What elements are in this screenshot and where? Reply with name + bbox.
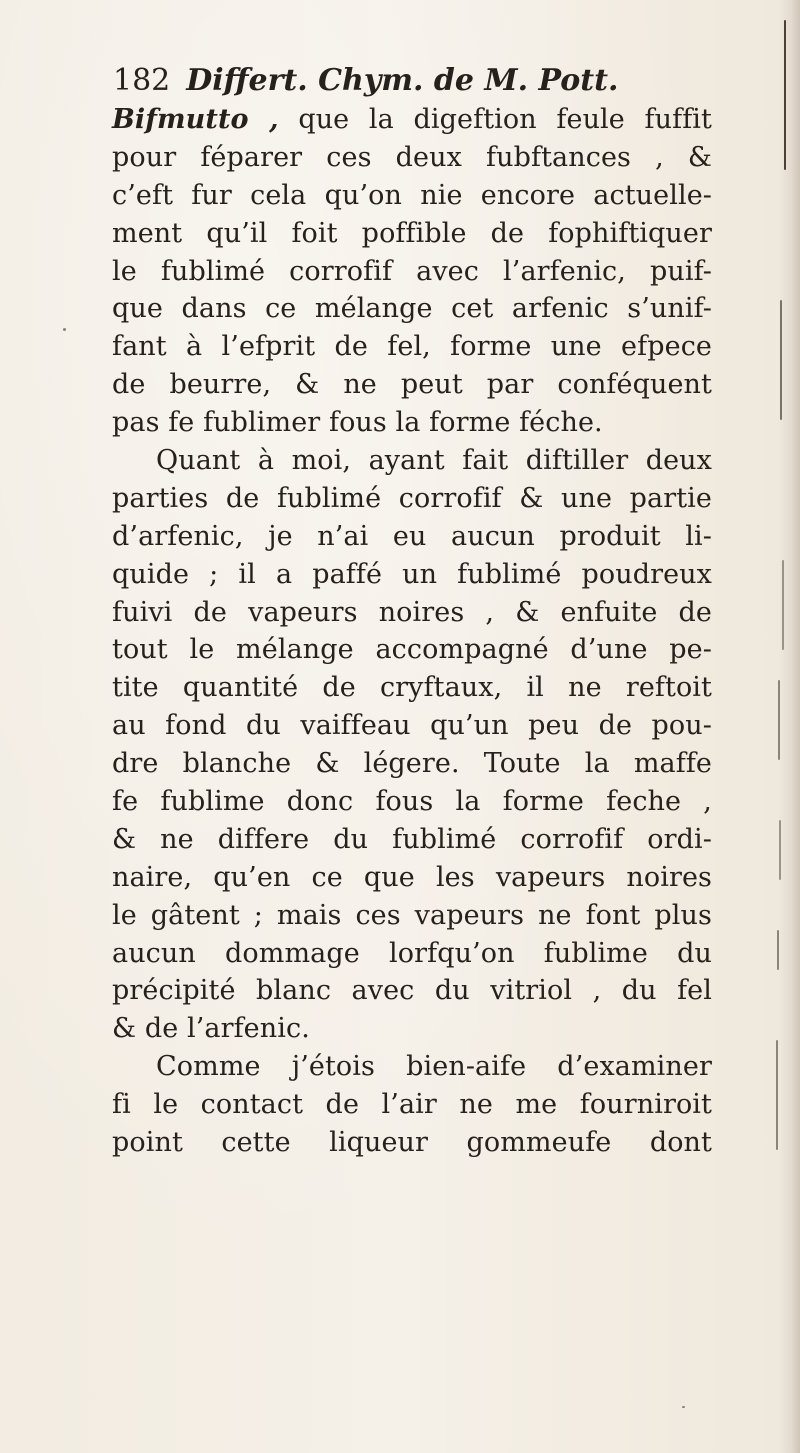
text-line: aucun dommage lorfqu’on fublime du (112, 937, 712, 969)
text-line: Quant à moi, ayant fait diftiller deux (156, 445, 712, 477)
text-line: & de l’arfenic. (112, 1013, 310, 1045)
page-edge-line (780, 300, 782, 420)
text-line: point cette liqueur gommeufe dont (112, 1127, 712, 1159)
text-line: fe fublime donc fous la forme feche , (112, 786, 712, 818)
body-text (112, 101, 712, 1162)
page-edge-line (779, 820, 781, 880)
page-edge-shadow (778, 0, 800, 1453)
running-title: Differt. Chym. de M. Pott. (186, 63, 619, 98)
text-line: de beurre, & ne peut par conféquent (112, 369, 712, 401)
running-head (113, 60, 713, 102)
page-number: 182 (113, 63, 171, 98)
paper-speck (682, 1406, 685, 1408)
italic-word: Bifmutto , (112, 104, 279, 135)
text-line: d’arfenic, je n’ai eu aucun produit li- (112, 520, 712, 552)
text-line: fi le contact de l’air ne me fourniroit (112, 1089, 712, 1121)
text-line: tout le mélange accompagné d’une pe- (112, 634, 712, 666)
text-line: ment qu’il foit poffible de fophiftiquer (112, 217, 712, 249)
page-edge-line (776, 1040, 778, 1150)
text-line: le gâtent ; mais ces vapeurs ne font plus (112, 899, 712, 931)
text-line: naire, qu’en ce que les vapeurs noires (112, 861, 712, 893)
page-edge-line (778, 680, 780, 760)
text-line: au fond du vaiffeau qu’un peu de pou- (112, 710, 712, 742)
paper-speck (63, 328, 66, 331)
text-line: pas fe fublimer fous la forme féche. (112, 407, 603, 439)
text-line: quide ; il a paffé un fublimé poudreux (112, 558, 712, 590)
text-line: pour féparer ces deux fubftances , & (112, 141, 712, 173)
text-line: fuivi de vapeurs noires , & enfuite de (112, 596, 712, 628)
text-line: Comme j’étois bien-aife d’examiner (156, 1051, 712, 1083)
text-line: le fublimé corrofif avec l’arfenic, puif- (112, 255, 712, 287)
text-line: parties de fublimé corrofif & une partie (112, 482, 712, 514)
text-line: fant à l’efprit de fel, forme une efpece (112, 331, 712, 363)
text-line: précipité blanc avec du vitriol , du fel (112, 975, 712, 1007)
text-line: dre blanche & légere. Toute la maffe (112, 748, 712, 780)
text-line: que dans ce mélange cet arfenic s’unif- (112, 293, 712, 325)
page-edge-line (784, 20, 786, 170)
text-line: tite quantité de cryftaux, il ne reftoit (112, 672, 712, 704)
page-edge-line (777, 930, 779, 970)
text-line: c’eft fur cela qu’on nie encore actuelle- (112, 179, 712, 211)
text-line: & ne differe du fublimé corrofif ordi- (112, 823, 712, 855)
page-edge-line (782, 560, 784, 650)
text-line: Bifmutto , que la digeftion feule fuffit (112, 104, 712, 135)
